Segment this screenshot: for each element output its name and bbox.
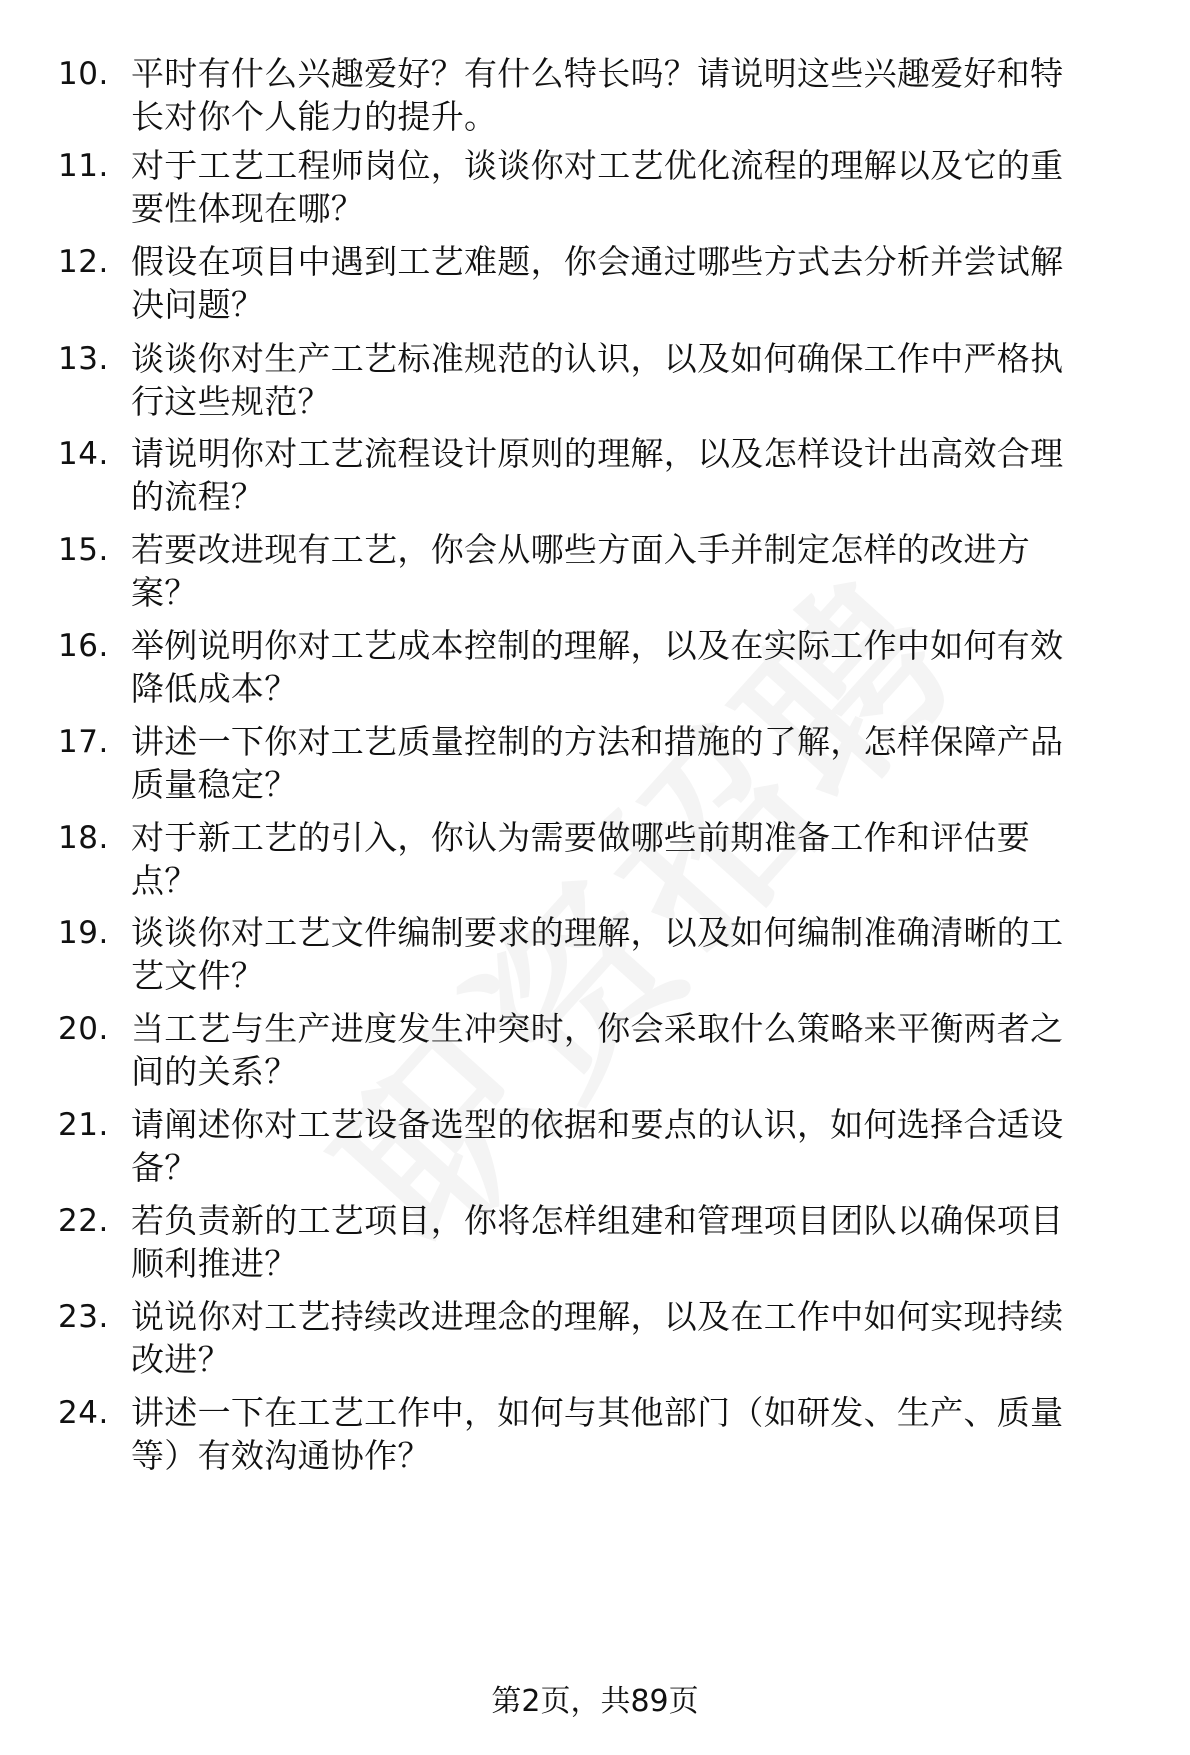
question-text-line: 的流程？ bbox=[131, 477, 265, 516]
question-text-line: 谈谈你对生产工艺标准规范的认识，以及如何确保工作中严格执 bbox=[131, 339, 1064, 378]
question-text-line: 等）有效沟通协作？ bbox=[131, 1436, 431, 1475]
question-text-line: 对于工艺工程师岗位，谈谈你对工艺优化流程的理解以及它的重 bbox=[131, 146, 1064, 185]
question-item bbox=[0, 1009, 1190, 1109]
question-text-line: 说说你对工艺持续改进理念的理解，以及在工作中如何实现持续 bbox=[131, 1297, 1064, 1336]
question-text-line: 若负责新的工艺项目，你将怎样组建和管理项目团队以确保项目 bbox=[131, 1201, 1064, 1240]
question-item bbox=[0, 1297, 1190, 1397]
question-text-line: 请阐述你对工艺设备选型的依据和要点的认识，如何选择合适设 bbox=[131, 1105, 1064, 1144]
question-text-line: 备？ bbox=[131, 1148, 198, 1187]
question-number: 14. bbox=[58, 436, 109, 472]
question-number: 23. bbox=[58, 1299, 109, 1335]
question-item bbox=[0, 1393, 1190, 1493]
question-text-line: 间的关系？ bbox=[131, 1052, 298, 1091]
question-text-line: 谈谈你对工艺文件编制要求的理解，以及如何编制准确清晰的工 bbox=[131, 913, 1064, 952]
question-text-line: 讲述一下你对工艺质量控制的方法和措施的了解，怎样保障产品 bbox=[131, 722, 1064, 761]
question-item bbox=[0, 146, 1190, 246]
question-number: 18. bbox=[58, 820, 109, 856]
page-footer: 第2页，共89页 bbox=[491, 1684, 699, 1719]
question-number: 21. bbox=[58, 1107, 109, 1143]
question-text-line: 改进？ bbox=[131, 1340, 231, 1379]
question-text-line: 假设在项目中遇到工艺难题，你会通过哪些方式去分析并尝试解 bbox=[131, 242, 1064, 281]
question-number: 15. bbox=[58, 532, 109, 568]
question-text-line: 当工艺与生产进度发生冲突时，你会采取什么策略来平衡两者之 bbox=[131, 1009, 1064, 1048]
question-text-line: 行这些规范？ bbox=[131, 382, 331, 421]
question-number: 10. bbox=[58, 56, 109, 92]
question-text-line: 讲述一下在工艺工作中，如何与其他部门（如研发、生产、质量 bbox=[131, 1393, 1064, 1432]
question-number: 22. bbox=[58, 1203, 109, 1239]
question-number: 12. bbox=[58, 244, 109, 280]
question-text-line: 决问题？ bbox=[131, 285, 265, 324]
question-text-line: 请说明你对工艺流程设计原则的理解，以及怎样设计出高效合理 bbox=[131, 434, 1064, 473]
question-number: 19. bbox=[58, 915, 109, 951]
question-text-line: 平时有什么兴趣爱好？有什么特长吗？请说明这些兴趣爱好和特 bbox=[131, 54, 1064, 93]
question-text-line: 降低成本？ bbox=[131, 669, 298, 708]
question-text-line: 长对你个人能力的提升。 bbox=[131, 97, 498, 136]
question-number: 11. bbox=[58, 148, 109, 184]
question-text-line: 举例说明你对工艺成本控制的理解，以及在实际工作中如何有效 bbox=[131, 626, 1064, 665]
question-number: 24. bbox=[58, 1395, 109, 1431]
question-text-line: 艺文件？ bbox=[131, 956, 265, 995]
question-item bbox=[0, 626, 1190, 726]
question-text-line: 质量稳定？ bbox=[131, 765, 298, 804]
question-text-line: 案？ bbox=[131, 573, 198, 612]
question-number: 20. bbox=[58, 1011, 109, 1047]
question-text-line: 点？ bbox=[131, 861, 198, 900]
question-item bbox=[0, 339, 1190, 439]
question-number: 16. bbox=[58, 628, 109, 664]
question-number: 17. bbox=[58, 724, 109, 760]
question-text-line: 对于新工艺的引入，你认为需要做哪些前期准备工作和评估要 bbox=[131, 818, 1031, 857]
question-text-line: 要性体现在哪？ bbox=[131, 189, 365, 228]
question-item bbox=[0, 1105, 1190, 1205]
question-item bbox=[0, 242, 1190, 342]
question-item bbox=[0, 54, 1190, 154]
question-text-line: 若要改进现有工艺，你会从哪些方面入手并制定怎样的改进方 bbox=[131, 530, 1031, 569]
question-number: 13. bbox=[58, 341, 109, 377]
question-item bbox=[0, 530, 1190, 630]
question-item bbox=[0, 913, 1190, 1013]
question-text-line: 顺利推进？ bbox=[131, 1244, 298, 1283]
question-item bbox=[0, 818, 1190, 918]
question-item bbox=[0, 434, 1190, 534]
question-item bbox=[0, 722, 1190, 822]
question-item bbox=[0, 1201, 1190, 1301]
